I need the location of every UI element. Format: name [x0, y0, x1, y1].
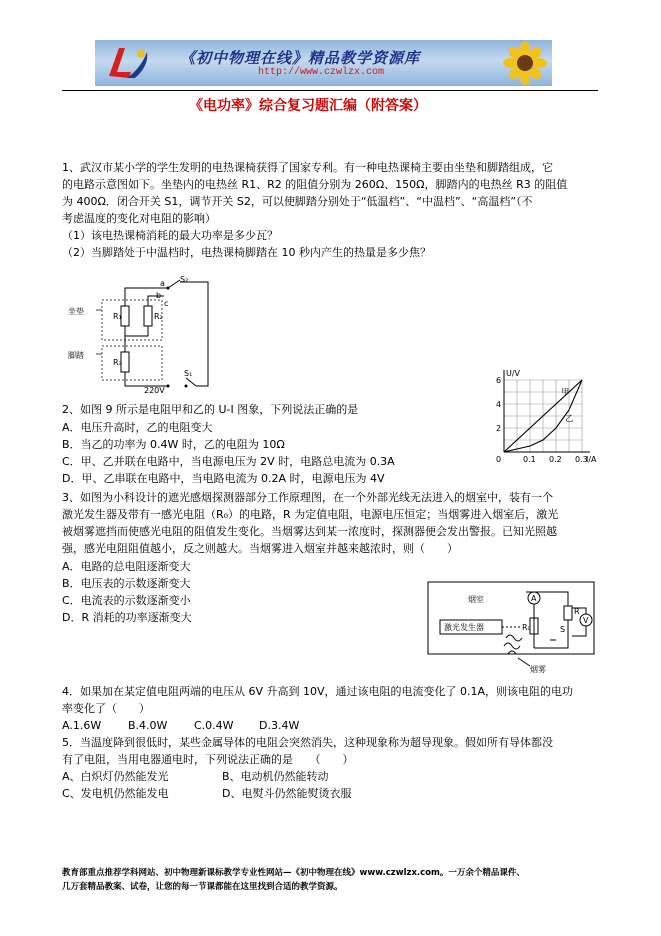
- footer-line-1: 教育部重点推荐学科网站、初中物理新课标教学专业性网站—《初中物理在线》www.czwlzx.com。一万余个精品课件、: [62, 868, 525, 878]
- ammeter-label: A: [531, 594, 537, 603]
- q5-line-2: 有了电阻，当用电器通电时，下列说法正确的是 （ ）: [62, 753, 354, 766]
- q3-line-1: 3、如图为小科设计的遮光感烟探测器部分工作原理图，在一个外部光线无法进入的烟室中，装有一个: [62, 491, 553, 504]
- q3-option-d: D．R 消耗的功率逐渐变大: [62, 611, 192, 624]
- q2-option-b: B．当乙的功率为 0.4W 时，乙的电阻为 10Ω: [62, 438, 285, 451]
- q2-option-c: C．甲、乙并联在电路中，当电源电压为 2V 时，电路总电流为 0.3A: [62, 455, 395, 468]
- page-title: 《电功率》综合复习题汇编（附答案）: [189, 98, 427, 114]
- chart-x-label: I/A: [586, 455, 597, 464]
- seat-label: 坐垫: [68, 307, 84, 316]
- q2-ui-chart: [488, 362, 600, 470]
- q1-sub-2: （2）当脚踏处于中温档时，电热课椅脚踏在 10 秒内产生的热量是多少焦？: [62, 246, 431, 259]
- resistor-r3: [121, 352, 129, 372]
- q3-detector-figure: [426, 578, 602, 676]
- q5-option-d: D、电熨斗仍然能熨烫衣服: [222, 787, 352, 800]
- q5-option-a: A、白炽灯仍然能发光: [62, 770, 169, 783]
- q3-option-b: B．电压表的示数逐渐变大: [62, 577, 191, 590]
- s2-label: S₂: [180, 276, 189, 284]
- q4-line-2: 率变化了（ ）: [62, 702, 150, 715]
- q3-option-c: C．电流表的示数逐渐变小: [62, 594, 191, 607]
- q1-line-3: 为 400Ω．闭合开关 S1，调节开关 S2，可以使脚踏分别处于“低温档”、“中温档”、“高温档”（不: [62, 195, 533, 208]
- q4-option-a: A.1.6W: [62, 719, 102, 732]
- q2-option-a-letter: A．: [62, 421, 81, 434]
- chart-y-label: U/V: [506, 369, 521, 378]
- q5-line-1: 5．当温度降到很低时，某些金属导体的电阻会突然消失，这种现象称为超导现象。假如所有导体都没: [62, 736, 553, 749]
- q1-sub-1: （1）该电热课椅消耗的最大功率是多少瓦？: [62, 229, 278, 242]
- point-c: c: [164, 299, 169, 308]
- r3-label: R₃: [113, 358, 122, 367]
- q4-option-c: C.0.4W: [194, 719, 234, 732]
- banner-title: 《初中物理在线》精品教学资源库: [180, 49, 421, 67]
- site-logo: [97, 42, 157, 84]
- chart-x-tick: 0.3: [575, 455, 588, 464]
- smoke-room-label: 烟室: [468, 595, 484, 604]
- logo-dot: [137, 50, 145, 58]
- q2-option-a-text: 电压升高时，乙的电阻变大: [80, 421, 213, 434]
- footer-line-2: 几万套精品教案、试卷，让您的每一节课都能在这里找到合适的教学资源。: [62, 882, 343, 892]
- switch-s2: [168, 280, 180, 288]
- q1-line-4: 考虑温度的变化对电阻的影响）: [62, 212, 216, 225]
- chart-y-tick: 2: [496, 424, 502, 433]
- chart-origin-label: 0: [496, 455, 502, 464]
- q3-option-a: A．电路的总电阻逐渐变大: [62, 560, 191, 573]
- laser-label: 激光发生器: [444, 623, 484, 632]
- chart-x-tick: 0.2: [549, 455, 562, 464]
- q4-option-b: B.4.0W: [128, 719, 168, 732]
- smoke-room-box: [428, 582, 594, 654]
- q2-option-a: [62, 420, 213, 436]
- r1-label: R₁: [113, 312, 122, 321]
- switch-s1: [186, 378, 196, 386]
- chart-x-tick: 0.1: [523, 455, 536, 464]
- q4-option-d: D.3.4W: [259, 719, 300, 732]
- q2-option-d: D．甲、乙串联在电路中，当电路电流为 0.2A 时，电源电压为 4V: [62, 472, 385, 485]
- q3-line-3: 被烟雾遮挡而使感光电阻的阻值发生变化。当烟雾达到某一浓度时，探测器便会发出警报。已知光照越: [62, 525, 557, 538]
- q1-line-2: 的电路示意图如下。坐垫内的电热丝 R1、R2 的阻值分别为 260Ω、150Ω，脚踏内的电热丝 R3 的阻值: [62, 178, 568, 191]
- voltage-label: 220V: [144, 386, 165, 394]
- r0-label: R₀: [522, 623, 531, 632]
- resistor-r: [564, 606, 572, 620]
- logo-red-shape: [109, 48, 131, 78]
- q2-stem: 2、如图 9 所示是电阻甲和乙的 U-I 图象，下列说法正确的是: [62, 403, 359, 416]
- resistor-r2: [144, 306, 152, 326]
- smoke-icon: [504, 635, 522, 654]
- chart-y-tick: 6: [496, 376, 502, 385]
- q1-circuit-figure: [68, 276, 228, 394]
- smoke-label: 烟雾: [530, 665, 546, 674]
- banner-url[interactable]: http://www.czwlzx.com: [258, 67, 385, 78]
- q5-option-c: C、发电机仍然能发电: [62, 787, 169, 800]
- r2-label: R₂: [154, 312, 163, 321]
- resistor-r1: [121, 306, 129, 326]
- point-b: b: [156, 291, 162, 300]
- q5-option-b: B、电动机仍然能转动: [222, 770, 329, 783]
- q1-line-1: 1、武汉市某小学的学生发明的电热课椅获得了国家专利。有一种电热课椅主要由坐垫和脚踏组成，它: [62, 161, 553, 174]
- q3-line-2: 激光发生器及带有一感光电阻（R₀）的电路，R 为定值电阻，电源电压恒定；当烟雾进入烟室后，激光: [62, 508, 559, 521]
- r-label: R: [574, 607, 580, 616]
- chart-y-tick: 4: [496, 400, 502, 409]
- foot-box: [102, 346, 162, 380]
- switch-label: S: [560, 625, 566, 634]
- voltmeter-label: V: [583, 616, 589, 625]
- s1-label: S₁: [184, 369, 193, 378]
- foot-label: 脚踏: [68, 351, 84, 360]
- q3-line-4: 强，感光电阻阻值越小，反之则越大。当烟雾进入烟室并越来越浓时，则（ ）: [62, 542, 458, 555]
- seat-box: [102, 300, 162, 340]
- point-a: a: [160, 279, 165, 288]
- sunflower-icon: [498, 40, 552, 86]
- header-rule: [62, 90, 598, 91]
- q4-line-1: 4．如果加在某定值电阻两端的电压从 6V 升高到 10V，通过该电阻的电流变化了 0.1A，则该电阻的电功: [62, 685, 574, 698]
- chart-series-label-1: 乙: [565, 413, 574, 423]
- chart-series-label-0: 甲: [561, 387, 570, 397]
